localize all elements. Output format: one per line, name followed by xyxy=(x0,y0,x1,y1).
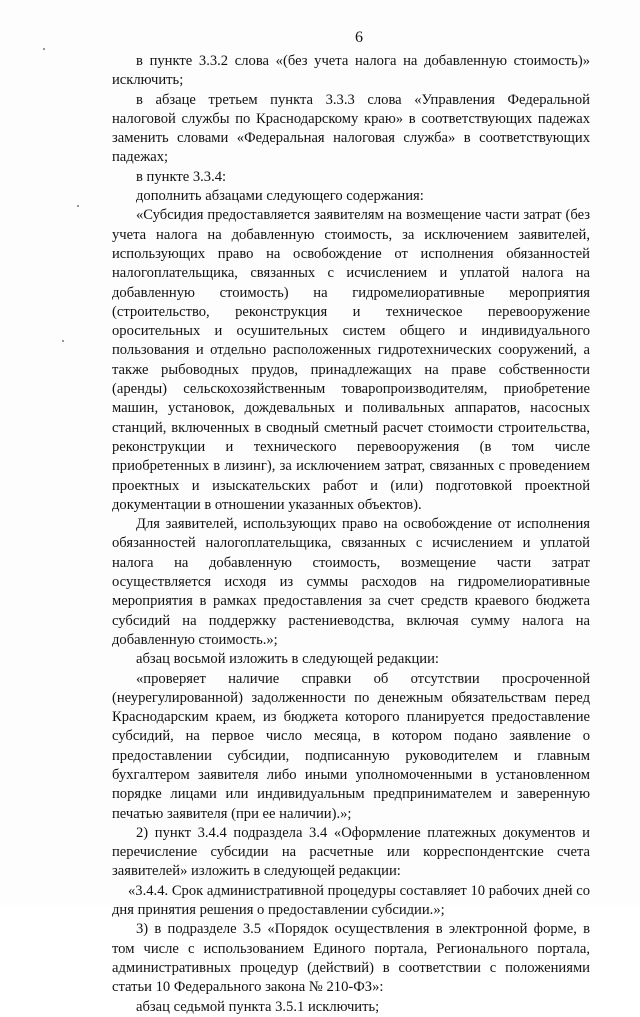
page-number: 6 xyxy=(355,29,363,46)
paragraph: абзац седьмой пункта 3.5.1 исключить; xyxy=(136,998,380,1015)
paragraph: 2) пункт 3.4.4 подраздела 3.4 «Оформление платежных документов и перечисление субсидии на расчетные или корреспондентские счета заявителей» изложить в следующей редакции: xyxy=(112,824,590,880)
paragraph: в абзаце третьем пункта 3.3.3 слова «Управления Федеральной налоговой службы по Краснодарскому краю» в соответствующих падежах заменить словами «Федеральная налоговая служба» в соответствующих падежах; xyxy=(112,91,590,166)
document-body xyxy=(112,52,590,1017)
scan-speck xyxy=(77,205,79,207)
paragraph: «Субсидия предоставляется заявителям на возмещение части затрат (без учета налога на добавленную стоимость, за исключением заявителей, использующих право на освобождение от исполнения обязанностей налогоплательщика, связанных с исчислением и уплатой налога на добавленную стоимость) на гидромелиоративные мероприятия (строительство, реконструкция и техническое перевооружение оросительных и осушительных систем общего и индивидуального пользования и отдельно расположенных гидротехнических сооружений, а также рыбоводных прудов, принадлежащих на праве собственности (аренды) сельскохозяйственным товаропроизводителям, приобретение машин, установок, дождевальных и поливальных аппаратов, насосных станций, включенных в сводный сметный расчет стоимости строительства, реконструкции и технического перевооружения (в том числе приобретенных в лизинг), за исключением затрат, связанных с проведением проектных и изыскательских работ и (или) подготовкой проектной документации в отношении указанных объектов). xyxy=(112,207,590,513)
paragraph: в пункте 3.3.4: xyxy=(136,168,227,185)
paragraph: абзац восьмой изложить в следующей редакции: xyxy=(136,651,439,668)
paragraph: «3.4.4. Срок административной процедуры составляет 10 рабочих дней со дня принятия решения о предоставлении субсидии.»; xyxy=(112,882,590,919)
scan-speck xyxy=(43,48,45,50)
paragraph: дополнить абзацами следующего содержания: xyxy=(136,188,424,205)
paragraph: 3) в подразделе 3.5 «Порядок осуществления в электронной форме, в том числе с использованием Единого портала, Регионального портала, административных процедур (действий) в соответствии с положениями статьи 10 Федерального закона № 210-ФЗ»: xyxy=(112,921,590,996)
paragraph: «проверяет наличие справки об отсутствии просроченной (неурегулированной) задолженности по денежным обязательствам перед Краснодарским краем, из бюджета которого планируется предоставление субсидий, на первое число месяца, в котором подано заявление о предоставлении субсидии, подписанную руководителем и главным бухгалтером заявителя либо иными уполномоченными в установленном порядке лицами или индивидуальным предпринимателем и заверенную печатью заявителя (при ее наличии).»; xyxy=(112,670,590,822)
paragraph: Для заявителей, использующих право на освобождение от исполнения обязанностей налогоплательщика, связанных с исчислением и уплатой налога на добавленную стоимость, возмещение части затрат осуществляется исходя из суммы расходов на гидромелиоративные мероприятия в рамках предоставления за счет средств краевого бюджета субсидий на поддержку растениеводства, включая сумму налога на добавленную стоимость.»; xyxy=(112,516,590,648)
scan-speck xyxy=(62,340,64,342)
paragraph: в пункте 3.3.2 слова «(без учета налога на добавленную стоимость)» исключить; xyxy=(112,53,590,89)
